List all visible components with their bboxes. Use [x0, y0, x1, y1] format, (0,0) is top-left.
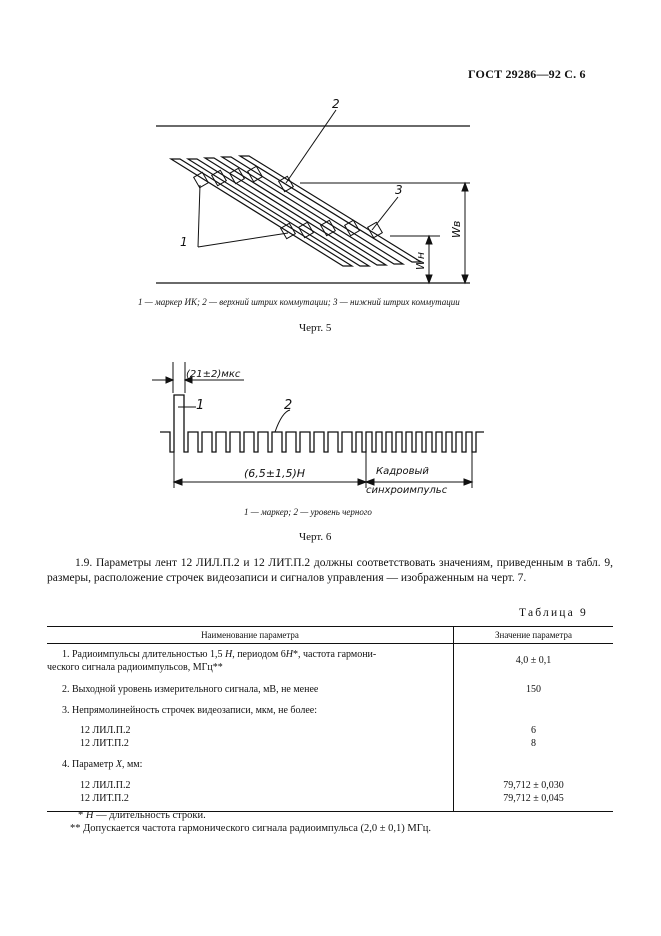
pulse-width-label: (21±2)мкс	[186, 369, 241, 380]
table-row	[47, 696, 613, 720]
footnote-1: * H — длительность строки.	[78, 810, 206, 821]
figure-6-caption: Черт. 6	[299, 531, 332, 543]
param-name: 12 ЛИЛ.П.2	[47, 720, 454, 737]
param-value: 150	[526, 684, 541, 695]
param-value: 79,712 ± 0,030	[503, 780, 564, 791]
callout-2: 2	[284, 398, 293, 413]
figure-5-legend: 1 — маркер ИК; 2 — верхний штрих коммутации; 3 — нижний штрих коммутации	[138, 297, 460, 307]
duration-label: (6,5±1,5)H	[244, 467, 306, 480]
diagonal-tracks	[171, 156, 421, 266]
column-header-name: Наименование параметра	[47, 627, 454, 644]
param-name: 1. Радиоимпульсы длительностью 1,5 H, периодом 6H*, частота гармони- ческого сигнала радиоимпульсов, МГц**	[47, 644, 454, 675]
table-row	[47, 750, 613, 776]
figure-5-caption: Черт. 5	[299, 322, 332, 334]
table-row	[47, 674, 613, 696]
param-value	[454, 750, 614, 776]
figure-6-legend: 1 — маркер; 2 — уровень черного	[244, 507, 372, 517]
figure-6-drawing	[0, 360, 661, 510]
table-row	[47, 644, 613, 675]
callout-1: 1	[196, 398, 205, 413]
column-header-value: Значение параметра	[454, 627, 614, 644]
commutation-markers	[194, 166, 383, 238]
dimension-wn-label: Wн	[414, 251, 427, 270]
page-header: ГОСТ 29286—92 С. 6	[468, 67, 586, 81]
table-row	[47, 776, 613, 792]
param-value: 6	[531, 725, 536, 736]
param-value: 8	[531, 738, 536, 749]
table-row	[47, 737, 613, 750]
frame-sync-label-2: синхроимпульс	[366, 485, 448, 496]
param-name: 12 ЛИТ.П.2	[47, 792, 454, 805]
frame-sync-label-1: Кадровый	[376, 466, 429, 477]
param-name: 12 ЛИЛ.П.2	[47, 776, 454, 792]
table-row	[47, 792, 613, 805]
param-value: 79,712 ± 0,045	[503, 793, 564, 804]
callout-3: 3	[395, 183, 403, 197]
param-name: 4. Параметр X, мм:	[47, 750, 454, 776]
table-9-title: Таблица 9	[519, 607, 588, 619]
dimension-wv-label: Wв	[450, 220, 463, 238]
table-header-row	[47, 627, 613, 644]
callout-2: 2	[332, 97, 340, 111]
table-row	[47, 720, 613, 737]
figure-5-drawing	[0, 0, 661, 340]
param-name: 3. Непрямолинейность строчек видеозаписи, мкм, не более:	[47, 696, 454, 720]
signal-waveform	[160, 395, 484, 452]
param-name: 2. Выходной уровень измерительного сигнала, мВ, не менее	[47, 674, 454, 696]
table-9	[47, 626, 613, 812]
param-value: 4,0 ± 0,1	[515, 655, 552, 666]
param-value	[454, 696, 614, 720]
callout-1: 1	[180, 235, 188, 249]
footnote-2: ** Допускается частота гармонического сигнала радиоимпульса (2,0 ± 0,1) МГц.	[70, 823, 432, 834]
param-name: 12 ЛИТ.П.2	[47, 737, 454, 750]
leader-lines	[178, 407, 290, 432]
section-1-9-paragraph: 1.9. Параметры лент 12 ЛИЛ.П.2 и 12 ЛИТ.П.2 должны соответствовать значениям, приведенным в табл. 9, размеры, расположение строчек видеозаписи и сигналов управления — изображенным на черт. 7.	[47, 557, 613, 584]
